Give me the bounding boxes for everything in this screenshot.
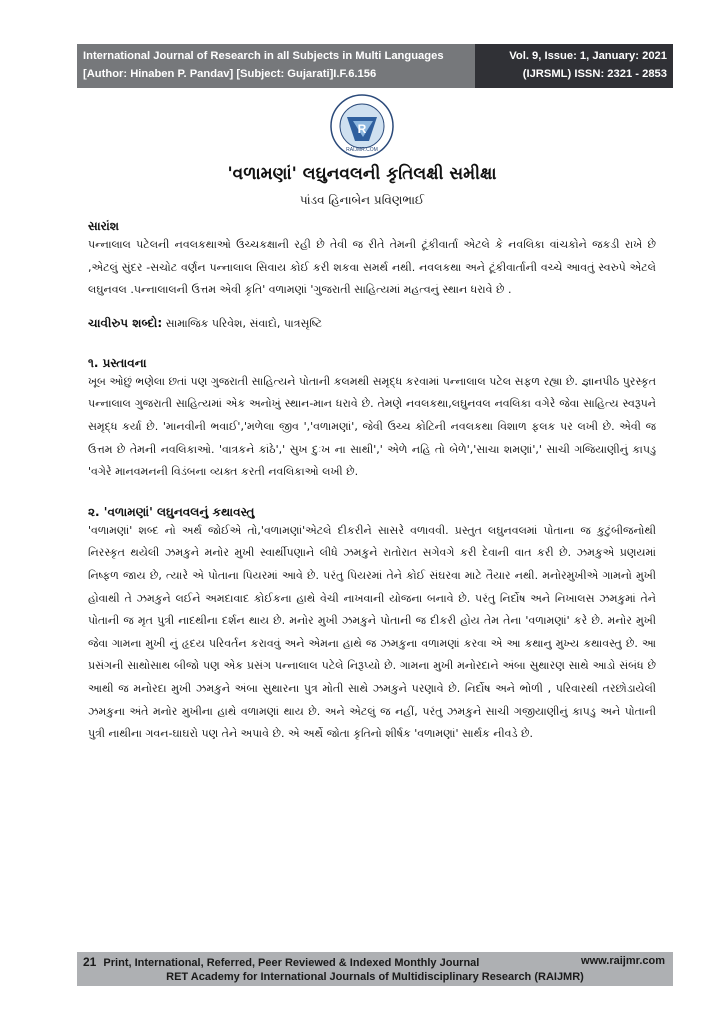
paper-author: પાંડવ હિનાબેન પ્રવિણભાઈ <box>299 193 425 207</box>
journal-name: International Journal of Research in all Subjects in Multi Languages <box>83 50 444 62</box>
keywords-label: ચાવીરુપ શબ્દો: <box>88 315 163 330</box>
plot-section <box>88 504 656 746</box>
footer-website: www.raijmr.com <box>581 955 665 967</box>
keywords-line <box>88 312 656 335</box>
abstract-heading: સારાંશ <box>88 219 120 233</box>
issn: (IJRSML) ISSN: 2321 - 2853 <box>522 68 667 80</box>
header-left-band <box>77 44 475 88</box>
svg-text:R: R <box>357 122 367 136</box>
journal-header <box>77 44 673 88</box>
raijmr-logo <box>329 93 395 159</box>
journal-footer <box>77 952 673 986</box>
section2-heading: ૨. 'વળામણાં' લઘુનવલનું કથાવસ્તુ <box>88 504 255 519</box>
author-subject-line: [Author: Hinaben P. Pandav] [Subject: Gujarati]I.F.6.156 <box>83 68 377 80</box>
keywords-text: સામાજિક પરિવેશ, સંવાદો, પાત્રસૃષ્ટિ <box>165 316 323 330</box>
paper-title: 'વળામણાં' લઘુનવલની કૃતિલક્ષી સમીક્ષા <box>227 164 497 184</box>
logo-text: RAIJMR.COM <box>346 147 378 153</box>
section1-heading: ૧. પ્રસ્તાવના <box>88 355 147 370</box>
footer-journal-line: Print, International, Referred, Peer Reviewed & Indexed Monthly Journal <box>103 957 480 969</box>
section1-text: ખૂબ ઓછું ભણેલા છતાં પણ ગુજરાતી સાહિત્યને પોતાની કલમથી સમૃદ્ધ કરવામાં પન્નાલાલ પટેલ સફળ રહ્યા છે. જ્ઞાનપીઠ પુરસ્કૃત પન્નાલાલ ગુજરાતી સાહિત્યમાં એક અનોખું સ્થાન-માન ધરાવે છે. તેમણે નવલકથા,લઘુનવલ નવલિકા વગેરે જેવા સાહિત્ય સ્વરૂપને સમૃદ્ધ કર્યા છે. 'માનવીની ભવાઈ','મળેલા જીવ ','વળામણાં', જેવી ઉચ્ચ કોટિની નવલકથા વિશાળ ફલક પર લખી છે. એવી જ ઉત્તમ છે તેમની નવલિકાઓ. 'વાત્રકને કાંઠે',' સુખ દુઃખ ના સાથી',' એળે નહિ તો બેળે','સાચા શમણાં',' સાચી ગજિયાણીનું કાપડુ 'વગેરે માનવમનની વિડંબના વ્યક્ત કરતી નવલિકાઓ લખી છે. <box>88 374 656 479</box>
paper-body <box>88 210 656 746</box>
footer-publisher-line: RET Academy for International Journals of Multidisciplinary Research (RAIJMR) <box>166 971 584 983</box>
abstract-section <box>88 218 656 302</box>
introduction-section <box>88 355 656 484</box>
header-right-band <box>475 44 673 88</box>
section2-text: 'વળામણાં' શબ્દ નો અર્થ જોઈએ તો,'વળામણાં'એટલે દીકરીને સાસરે વળાવવી. પ્રસ્તુત લઘુનવલમાં પોતાના જ કુટુંબીજનોથી નિરસ્કૃત થયેલી ઝમકુને મનોર મુખી સ્વાર્થીપણાને લીધે ઝમકુને રાતોરાત સગેવગે કરી દેવાની વાત કરી છે. ઝમકુએ પ્રણયમાં નિષ્ફળ જાય છે, ત્યારે એ પોતાના પિયરમાં આવે છે. પરંતુ પિયરમાં તેને કોઈ સંઘરવા માટે તૈયાર નથી. મનોરમુખીએ ગામનો મુખી હોવાથી તે ઝમકુને લઈને અમદાવાદ કોઈકના હાથે વેચી નાખવાની યોજના બનાવે છે. પરંતુ નિર્દોષ અને નિખાલસ ઝમકુમાં તેને પોતાની જ મૃત પુત્રી નાદથીના દર્શન થાય છે. મનોર મુખી ઝમકુને પોતાની જ દીકરી હોય તેમ તેના 'વળામણાં' કરે છે. મનોર મુખી જેવા ગામના મુખી નું હૃદય પરિવર્તન કરાવવું અને એમના હાથે જ ઝમકુના વળામણાં કરવા એ આ કથાનુ મુખ્ય કથાવસ્તુ છે. આ પ્રસંગની સાથોસાથ બીજો પણ એક પ્રસંગ પન્નાલાલ પટેલે નિરૂપ્યો છે. ગામના મુખી મનોરદાને અંબા સુથારણ સાથે આડો સંબંધ છે આથી જ મનોરદા મુખી ઝમકુને અંબા સુથારના પુત્ર મોતી સાથે ઝમકુને પરણાવે છે. નિર્દોષ અને ભોળી , પરિવારથી તરછોડાયેલી ઝમકુના અંતે મનોર મુખીના હાથે વળામણાં થાય છે. અને એટલું જ નહીં, પરંતુ ઝમકુને સાચી ગજીયાણીનું કાપડુ અને પોતાની પુત્રી નાથીના ગવન-ઘાઘરો પણ તેને અપાવે છે. એ અર્થે જોતા કૃતિનો શીર્ષક 'વળામણાં' સાર્થક નીવડે છે. <box>88 523 656 741</box>
abstract-text: પન્નાલાલ પટેલની નવલકથાઓ ઉચ્ચકક્ષાની રહી છે તેવી જ રીતે તેમની ટૂંકીવાર્તા એટલે કે નવલિકા વાંચકોને જકડી રાખે છે ,એટલું સુંદર -સચોટ વર્ણન પન્નાલાલ સિવાય કોઈ કરી શકવા સમર્થ નથી. નવલકથા અને ટૂંકીવાર્તાની વચ્ચે આવતું સ્વરુપે એટલે લઘુનવલ .પન્નાલાલની ઉત્તમ એવી કૃતિ' વળામણાં 'ગુજરાતી સાહિત્યમાં મહત્વનું સ્થાન ધરાવે છે . <box>88 238 656 297</box>
volume-issue: Vol. 9, Issue: 1, January: 2021 <box>509 50 667 62</box>
page-number: 21 <box>83 955 97 969</box>
